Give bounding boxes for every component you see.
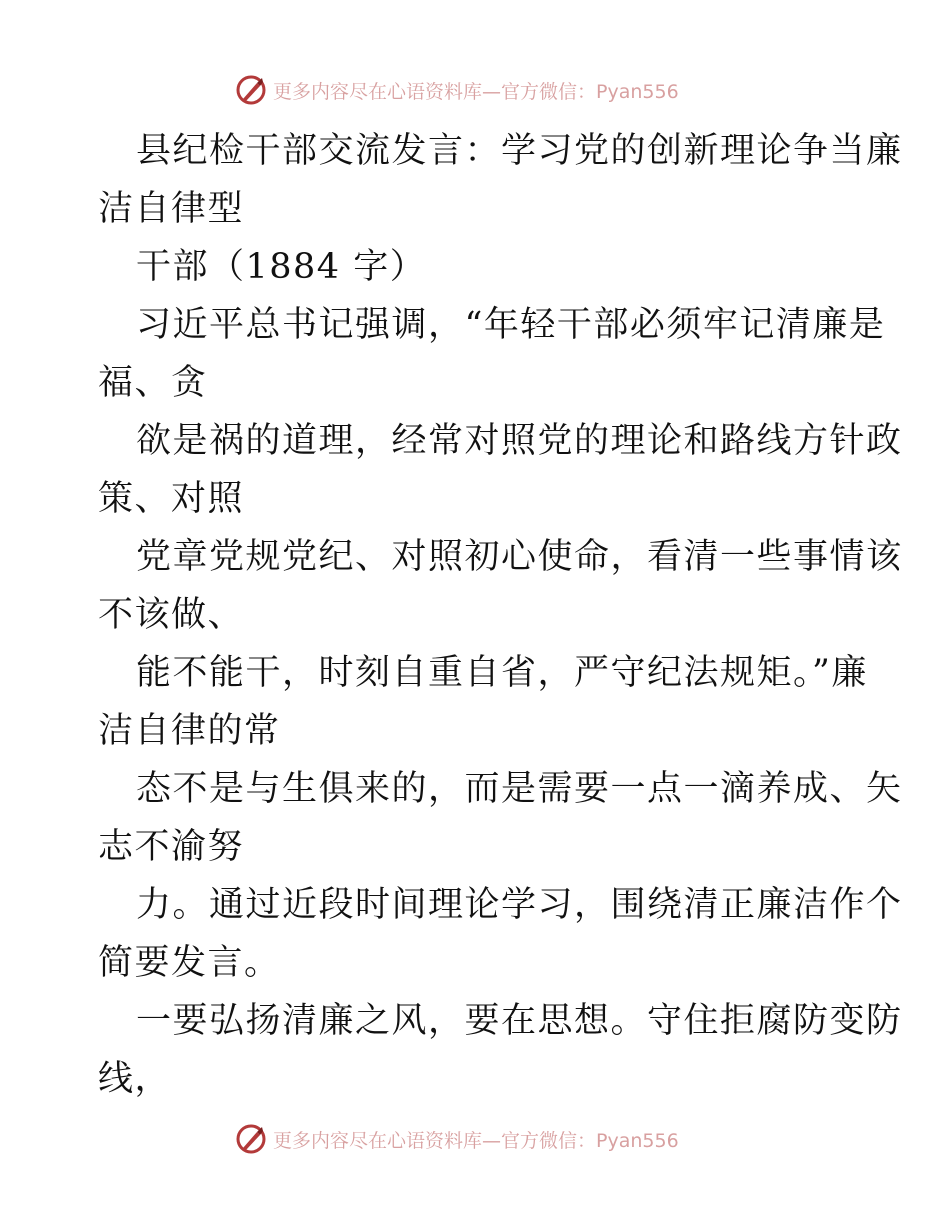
paragraph-line: 线，	[98, 1059, 172, 1099]
paragraph-line: 福、贪	[98, 363, 208, 403]
header-watermark-banner	[235, 73, 755, 107]
paragraph-line: 策、对照	[98, 479, 245, 519]
paragraph-line: 洁自律型	[98, 189, 245, 229]
paragraph-line: 干部（1884 字）	[136, 247, 427, 287]
paragraph-line: 态不是与生俱来的，而是需要一点一滴养成、矢	[136, 769, 903, 809]
paragraph-line: 力。通过近段时间理论学习，围绕清正廉洁作个	[136, 885, 903, 925]
paragraph-line: 能不能干，时刻自重自省，严守纪法规矩。”廉	[136, 653, 868, 693]
quill-pen-logo-icon	[235, 74, 267, 106]
paragraph-line: 欲是祸的道理，经常对照党的理论和路线方针政	[136, 421, 903, 461]
paragraph-line: 一要弘扬清廉之风，要在思想。守住拒腐防变防	[136, 1001, 903, 1041]
header-watermark-text: 更多内容尽在心语资料库—官方微信：Pyan556	[273, 80, 679, 103]
paragraph-line: 县纪检干部交流发言：学习党的创新理论争当廉	[136, 131, 903, 171]
document-body	[98, 122, 903, 1108]
footer-watermark-banner	[235, 1122, 755, 1156]
paragraph-line: 洁自律的常	[98, 711, 281, 751]
quill-pen-logo-icon	[235, 1123, 267, 1155]
footer-watermark-text: 更多内容尽在心语资料库—官方微信：Pyan556	[273, 1129, 679, 1152]
paragraph-line: 简要发言。	[98, 943, 281, 983]
paragraph-line: 志不渝努	[98, 827, 245, 867]
paragraph-line: 党章党规党纪、对照初心使命，看清一些事情该	[136, 537, 903, 577]
paragraph-line: 不该做、	[98, 595, 245, 635]
paragraph-line: 习近平总书记强调，“年轻干部必须牢记清廉是	[136, 305, 886, 345]
